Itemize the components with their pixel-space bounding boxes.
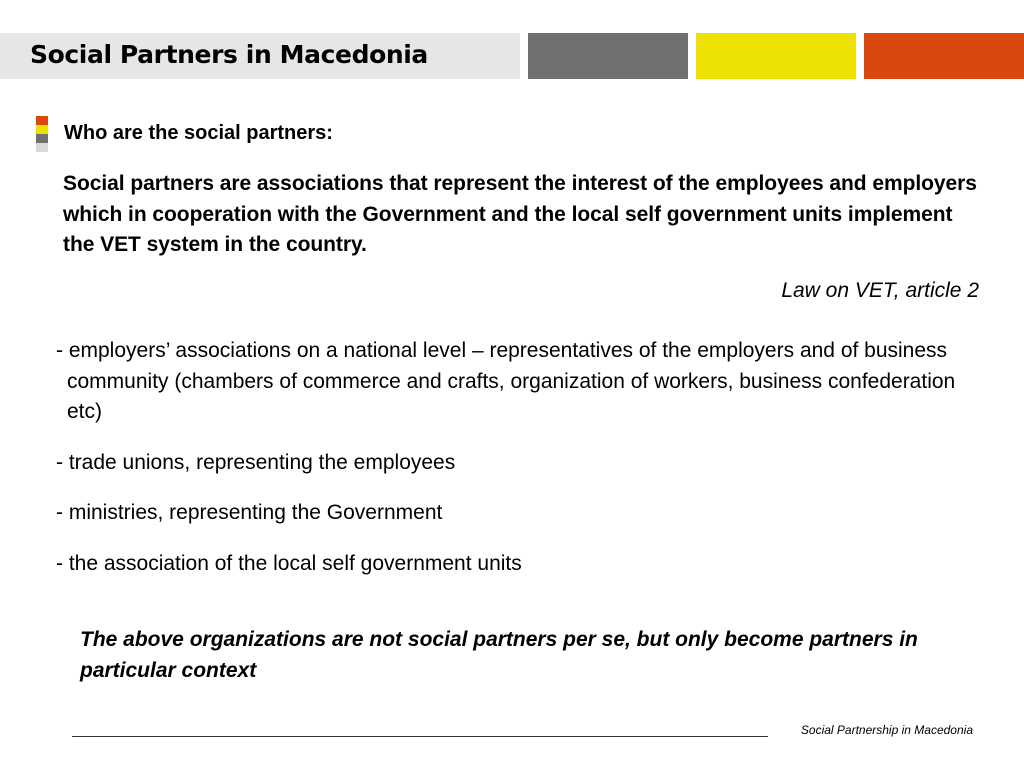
list-item: - the association of the local self government units xyxy=(56,551,522,575)
bullet-marker-icon xyxy=(36,116,48,152)
definition-text: Social partners are associations that represent the interest of the employees and employers which in cooperation with the Government and the local self government units implement the VET system in the country. xyxy=(63,172,977,256)
footer-text: Social Partnership in Macedonia xyxy=(800,723,973,737)
yellow-accent-block xyxy=(696,33,856,79)
closing-note: The above organizations are not social partners per se, but only become partners in particular context xyxy=(80,628,918,682)
citation: Law on VET, article 2 xyxy=(781,279,979,302)
title-bar xyxy=(0,33,520,79)
footer-divider xyxy=(72,736,768,737)
list-item: - employers’ associations on a national level – representatives of the employers and of business community (chambers of commerce and crafts, organization of workers, business confederation etc) xyxy=(56,339,956,423)
section-heading: Who are the social partners: xyxy=(64,122,333,144)
gray-accent-block xyxy=(528,33,688,79)
list-item: - trade unions, representing the employees xyxy=(56,450,456,474)
slide-title: Social Partners in Macedonia xyxy=(30,40,428,69)
list-item: - ministries, representing the Government xyxy=(56,501,443,524)
orange-accent-block xyxy=(864,33,1024,79)
member-list xyxy=(56,336,986,579)
